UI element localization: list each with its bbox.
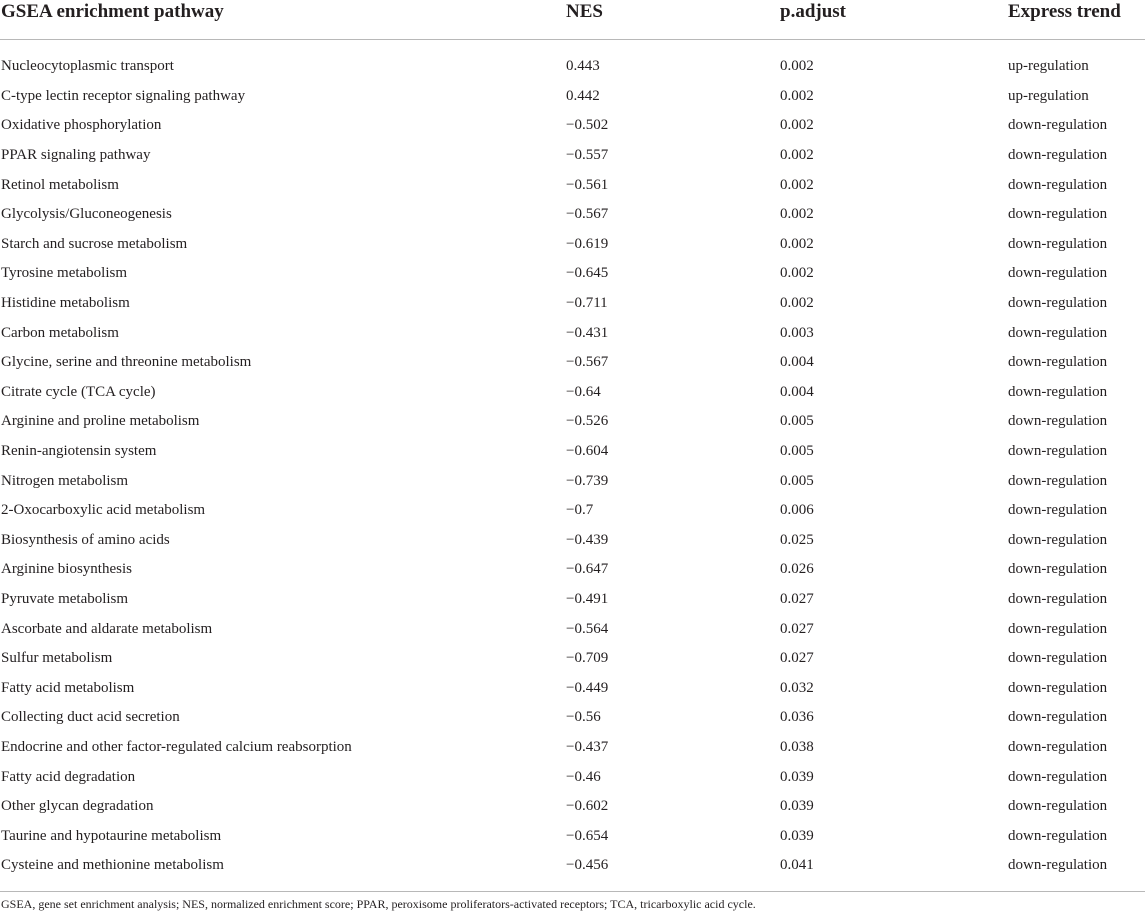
cell-nes: −0.46 [566, 768, 601, 785]
table-row [0, 733, 1145, 763]
cell-pathway: Biosynthesis of amino acids [1, 531, 170, 548]
cell-nes: −0.561 [566, 176, 609, 193]
table-row [0, 496, 1145, 526]
cell-express-trend: down-regulation [1008, 561, 1108, 578]
cell-nes: −0.64 [566, 383, 601, 400]
cell-p-adjust: 0.025 [780, 531, 814, 548]
cell-nes: −0.437 [566, 738, 609, 755]
cell-pathway: Retinol metabolism [1, 176, 119, 193]
table-row [0, 170, 1145, 200]
cell-express-trend: down-regulation [1008, 176, 1108, 193]
cell-express-trend: down-regulation [1008, 709, 1108, 726]
header-nes: NES [566, 0, 780, 40]
cell-p-adjust: 0.002 [780, 206, 814, 223]
cell-nes: −0.7 [566, 502, 594, 519]
cell-express-trend: down-regulation [1008, 851, 1145, 891]
table-row [0, 200, 1145, 230]
table-header [0, 0, 1145, 40]
cell-nes: −0.449 [566, 679, 609, 696]
cell-nes: −0.56 [566, 709, 601, 726]
cell-p-adjust: 0.027 [780, 650, 814, 667]
cell-pathway: Pyruvate metabolism [1, 590, 129, 607]
cell-p-adjust: 0.002 [780, 235, 814, 252]
table-footnote: GSEA, gene set enrichment analysis; NES, normalized enrichment score; PPAR, peroxisome proliferators-activated receptors; TCA, tricarboxylic acid cycle. [1, 897, 756, 911]
cell-nes: −0.431 [566, 324, 609, 341]
cell-express-trend: down-regulation [1008, 383, 1108, 400]
table-row [0, 555, 1145, 585]
cell-p-adjust: 0.039 [780, 798, 814, 815]
cell-pathway: Fatty acid degradation [1, 768, 136, 785]
cell-nes: −0.647 [566, 561, 609, 578]
header-row [0, 0, 1145, 40]
table-row [0, 230, 1145, 260]
cell-pathway: Arginine and proline metabolism [1, 413, 200, 430]
cell-express-trend: down-regulation [1008, 502, 1108, 519]
cell-nes: −0.439 [566, 531, 609, 548]
cell-p-adjust: 0.036 [780, 709, 814, 726]
cell-p-adjust: 0.002 [780, 147, 814, 164]
cell-p-adjust: 0.032 [780, 679, 814, 696]
cell-p-adjust: 0.002 [780, 117, 814, 134]
cell-pathway: 2-Oxocarboxylic acid metabolism [1, 502, 206, 519]
table-row [0, 585, 1145, 615]
cell-p-adjust: 0.002 [780, 58, 814, 75]
table-row [0, 289, 1145, 319]
cell-nes: −0.456 [566, 851, 780, 891]
table-row [0, 821, 1145, 851]
table-row [0, 40, 1145, 82]
cell-pathway: Taurine and hypotaurine metabolism [1, 827, 222, 844]
cell-pathway: Collecting duct acid secretion [1, 709, 180, 726]
table-row [0, 141, 1145, 171]
cell-pathway: Tyrosine metabolism [1, 265, 128, 282]
cell-express-trend: down-regulation [1008, 295, 1108, 312]
cell-pathway: Oxidative phosphorylation [1, 117, 162, 134]
cell-express-trend: down-regulation [1008, 738, 1108, 755]
table-row [0, 466, 1145, 496]
table-row [0, 82, 1145, 112]
cell-pathway: Other glycan degradation [1, 798, 154, 815]
cell-p-adjust: 0.026 [780, 561, 814, 578]
cell-p-adjust: 0.027 [780, 590, 814, 607]
cell-express-trend: down-regulation [1008, 531, 1108, 548]
cell-p-adjust: 0.039 [780, 768, 814, 785]
cell-express-trend: up-regulation [1008, 87, 1089, 104]
cell-p-adjust: 0.039 [780, 827, 814, 844]
cell-pathway: Arginine biosynthesis [1, 561, 132, 578]
cell-p-adjust: 0.038 [780, 738, 814, 755]
cell-express-trend: down-regulation [1008, 472, 1108, 489]
cell-nes: −0.567 [566, 206, 609, 223]
cell-express-trend: down-regulation [1008, 413, 1108, 430]
cell-pathway: C-type lectin receptor signaling pathway [1, 87, 246, 104]
cell-p-adjust: 0.004 [780, 354, 814, 371]
cell-pathway: Endocrine and other factor-regulated calcium reabsorption [1, 738, 352, 755]
cell-nes: −0.654 [566, 827, 609, 844]
table-row [0, 437, 1145, 467]
cell-p-adjust: 0.006 [780, 502, 814, 519]
cell-p-adjust: 0.005 [780, 443, 814, 460]
cell-pathway: Citrate cycle (TCA cycle) [1, 383, 156, 400]
cell-express-trend: down-regulation [1008, 798, 1108, 815]
cell-express-trend: down-regulation [1008, 324, 1108, 341]
cell-nes: −0.502 [566, 117, 609, 134]
cell-nes: −0.491 [566, 590, 609, 607]
table-row [0, 703, 1145, 733]
cell-express-trend: down-regulation [1008, 443, 1108, 460]
cell-p-adjust: 0.003 [780, 324, 814, 341]
cell-pathway: Glycine, serine and threonine metabolism [1, 354, 252, 371]
cell-pathway: Glycolysis/Gluconeogenesis [1, 206, 172, 223]
cell-pathway: Cysteine and methionine metabolism [0, 851, 566, 891]
table-body [0, 40, 1145, 892]
cell-pathway: Nitrogen metabolism [1, 472, 129, 489]
cell-express-trend: down-regulation [1008, 235, 1108, 252]
cell-express-trend: down-regulation [1008, 827, 1108, 844]
table-row [0, 259, 1145, 289]
cell-nes: −0.711 [566, 295, 608, 312]
table-row [0, 614, 1145, 644]
table-row [0, 644, 1145, 674]
cell-p-adjust: 0.027 [780, 620, 814, 637]
cell-p-adjust: 0.002 [780, 295, 814, 312]
table-row [0, 762, 1145, 792]
cell-nes: 0.442 [566, 87, 600, 104]
cell-nes: −0.709 [566, 650, 609, 667]
header-p-adjust: p.adjust [780, 0, 1008, 40]
table-row [0, 792, 1145, 822]
cell-express-trend: down-regulation [1008, 147, 1108, 164]
table-row [0, 673, 1145, 703]
table-row [0, 378, 1145, 408]
cell-pathway: Starch and sucrose metabolism [1, 235, 188, 252]
table-row [0, 348, 1145, 378]
cell-nes: −0.645 [566, 265, 609, 282]
cell-p-adjust: 0.005 [780, 413, 814, 430]
table-row [0, 111, 1145, 141]
cell-nes: −0.602 [566, 798, 609, 815]
cell-nes: −0.567 [566, 354, 609, 371]
cell-nes: −0.604 [566, 443, 609, 460]
cell-p-adjust: 0.002 [780, 87, 814, 104]
cell-express-trend: down-regulation [1008, 354, 1108, 371]
cell-pathway: PPAR signaling pathway [1, 147, 151, 164]
cell-pathway: Renin-angiotensin system [1, 443, 157, 460]
cell-pathway: Sulfur metabolism [1, 650, 113, 667]
cell-nes: −0.526 [566, 413, 609, 430]
cell-express-trend: down-regulation [1008, 679, 1108, 696]
table-row [0, 851, 1145, 891]
cell-nes: 0.443 [566, 58, 600, 75]
cell-p-adjust: 0.002 [780, 265, 814, 282]
table-row [0, 526, 1145, 556]
cell-p-adjust: 0.005 [780, 472, 814, 489]
cell-express-trend: down-regulation [1008, 650, 1108, 667]
cell-nes: −0.564 [566, 620, 609, 637]
cell-express-trend: down-regulation [1008, 206, 1108, 223]
cell-p-adjust: 0.041 [780, 851, 1008, 891]
cell-express-trend: down-regulation [1008, 768, 1108, 785]
cell-nes: −0.557 [566, 147, 609, 164]
cell-pathway: Histidine metabolism [1, 295, 130, 312]
cell-pathway: Ascorbate and aldarate metabolism [1, 620, 213, 637]
cell-pathway: Carbon metabolism [1, 324, 119, 341]
cell-nes: −0.619 [566, 235, 609, 252]
cell-express-trend: down-regulation [1008, 117, 1108, 134]
table-row [0, 407, 1145, 437]
cell-pathway: Nucleocytoplasmic transport [1, 58, 174, 75]
cell-pathway: Fatty acid metabolism [1, 679, 135, 696]
cell-express-trend: down-regulation [1008, 620, 1108, 637]
cell-express-trend: down-regulation [1008, 265, 1108, 282]
cell-express-trend: down-regulation [1008, 590, 1108, 607]
header-pathway: GSEA enrichment pathway [0, 0, 566, 40]
cell-express-trend: up-regulation [1008, 58, 1089, 75]
cell-nes: −0.739 [566, 472, 609, 489]
cell-p-adjust: 0.002 [780, 176, 814, 193]
table-row [0, 318, 1145, 348]
cell-p-adjust: 0.004 [780, 383, 814, 400]
header-express-trend: Express trend [1008, 0, 1145, 40]
